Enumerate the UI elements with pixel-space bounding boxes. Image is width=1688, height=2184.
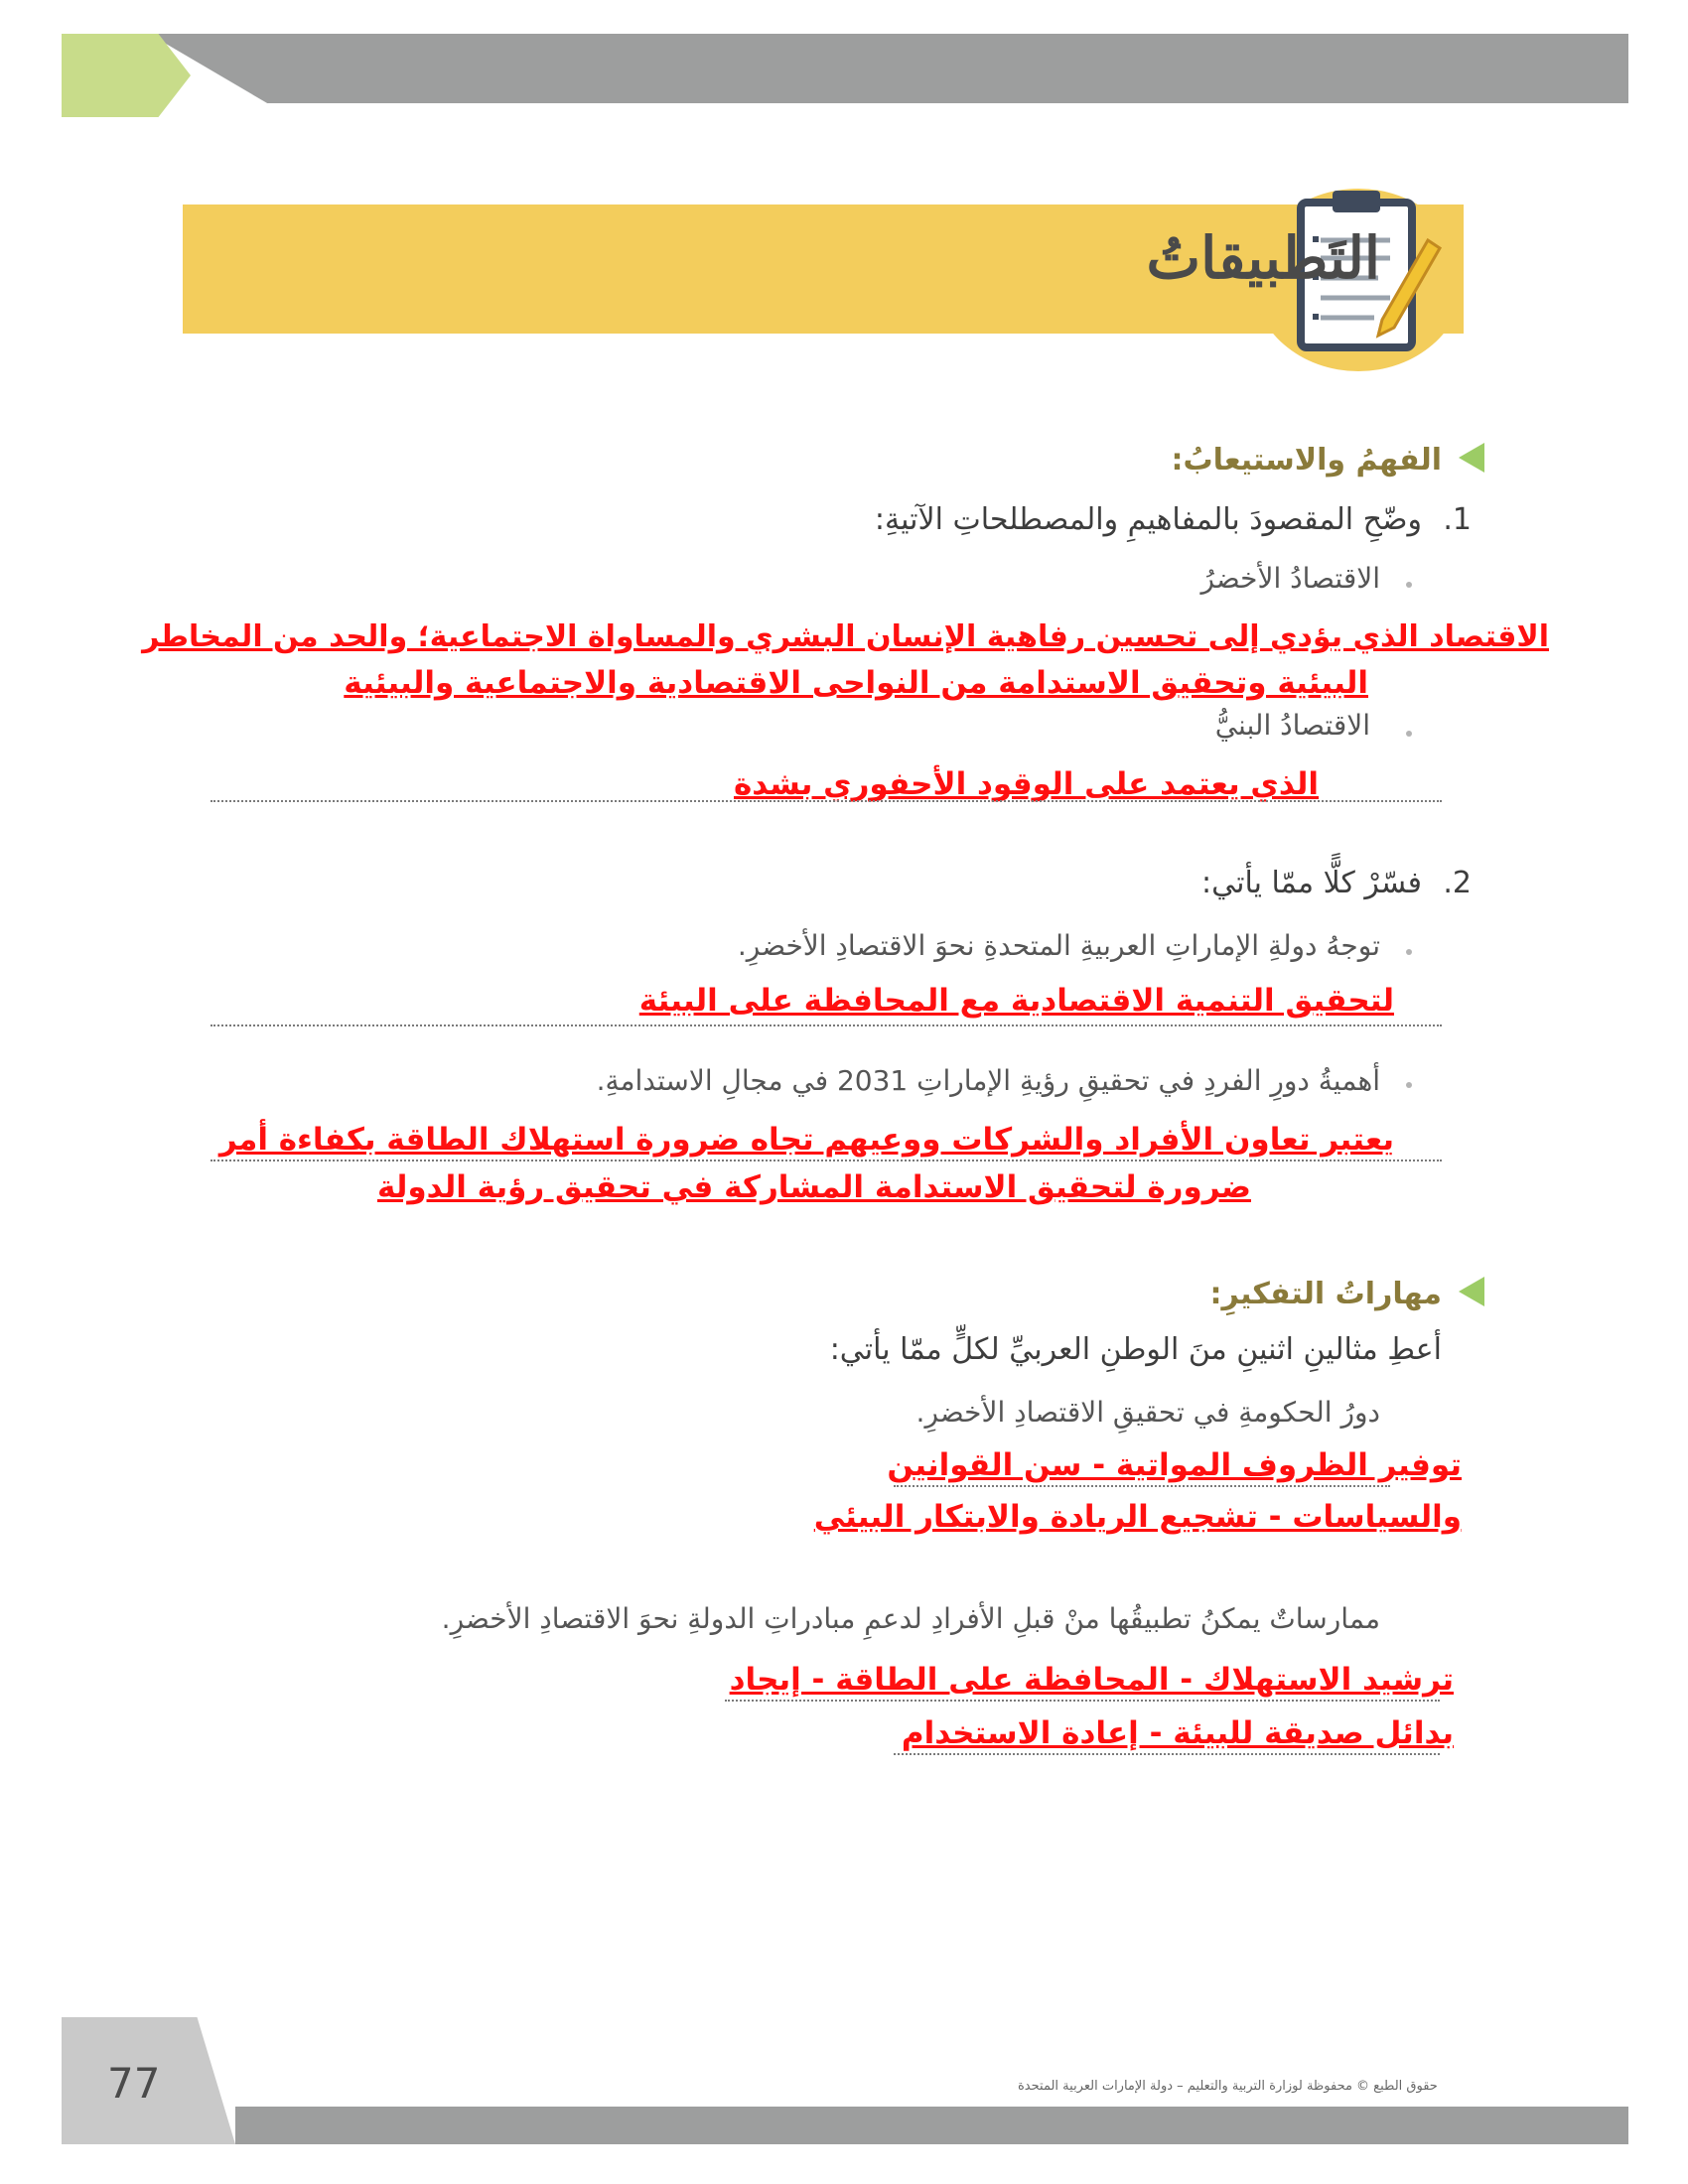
- page-number: 77: [107, 2059, 161, 2108]
- term-label: الاقتصادُ البنيُّ: [1214, 709, 1370, 742]
- bullet: [1406, 949, 1412, 955]
- term-label: ممارساتٌ يمكنُ تطبيقُها منْ قبلِ الأفرادِ لدعمِ مبادراتِ الدولةِ نحوَ الاقتصادِ الأخضرِ.: [441, 1602, 1380, 1635]
- question-text: أعطِ مثالينِ اثنينِ منَ الوطنِ العربيِّ لكلٍّ ممّا يأتي:: [829, 1332, 1442, 1367]
- answer-text: توفير الظروف المواتية - سن القوانين: [887, 1447, 1462, 1483]
- question-text: فسّرْ كلًّا ممّا يأتي:: [1201, 866, 1422, 900]
- page-title: التَطبيقاتُ: [1146, 224, 1380, 292]
- section-heading-comprehension: الفهمُ والاستيعابُ:: [1171, 443, 1442, 478]
- footer-bar: [235, 2107, 1628, 2144]
- section-heading-thinking-skills: مهاراتُ التفكيرِ:: [1209, 1277, 1442, 1311]
- bullet: [1406, 1082, 1412, 1088]
- answer-text: ضرورة لتحقيق الاستدامة المشاركة في تحقيق رؤية الدولة: [376, 1169, 1251, 1205]
- answer-text: بدائل صديقة للبيئة - إعادة الاستخدام: [901, 1715, 1454, 1751]
- section-leaf-icon: [1459, 443, 1484, 473]
- answer-text: يعتبر تعاون الأفراد والشركات ووعيهم تجاه ضرورة استهلاك الطاقة بكفاءة أمر: [218, 1122, 1394, 1158]
- bullet: [1406, 582, 1412, 588]
- copyright-note: حقوق الطبع © محفوظة لوزارة التربية والتعليم – دولة الإمارات العربية المتحدة: [1018, 2079, 1438, 2094]
- answer-text: ترشيد الاستهلاك - المحافظة على الطاقة - إيجاد: [729, 1662, 1454, 1698]
- term-label: الاقتصادُ الأخضرُ: [1200, 562, 1380, 595]
- answer-line: [894, 1753, 1440, 1755]
- section-leaf-icon: [1459, 1277, 1484, 1306]
- answer-line: [211, 1024, 1442, 1026]
- answer-text: الاقتصاد الذي يؤدي إلى تحسين رفاهية الإنسان البشري والمساواة الاجتماعية؛ والحد من المخاطر: [142, 619, 1549, 654]
- answer-line: [894, 1485, 1390, 1487]
- term-label: دورُ الحكومةِ في تحقيقِ الاقتصادِ الأخضرِ.: [915, 1396, 1380, 1429]
- answer-text: الذي يعتمد على الوقود الأحفوري بشدة: [733, 766, 1319, 802]
- answer-line: [725, 1700, 1440, 1702]
- bullet: [1406, 731, 1412, 737]
- term-label: توجهُ دولةِ الإماراتِ العربيةِ المتحدةِ نحوَ الاقتصادِ الأخضرِ.: [737, 929, 1380, 962]
- top-header-bar: [149, 34, 1628, 103]
- answer-text: والسياسات - تشجيع الريادة والابتكار البيئي: [813, 1499, 1462, 1535]
- answer-line: [211, 1160, 1442, 1161]
- question-number: 2.: [1443, 866, 1472, 900]
- term-label: أهميةُ دورِ الفردِ في تحقيقِ رؤيةِ الإماراتِ 2031 في مجالِ الاستدامةِ.: [596, 1064, 1380, 1097]
- answer-text: لتحقيق التنمية الاقتصادية مع المحافظة على البيئة: [638, 983, 1394, 1019]
- answer-text: البيئية وتحقيق الاستدامة من النواحى الاقتصادية والاجتماعية والبيئية: [344, 665, 1368, 701]
- question-number: 1.: [1443, 502, 1472, 537]
- answer-line: [211, 800, 1442, 802]
- question-text: وضّحِ المقصودَ بالمفاهيمِ والمصطلحاتِ الآتيةِ:: [874, 502, 1422, 537]
